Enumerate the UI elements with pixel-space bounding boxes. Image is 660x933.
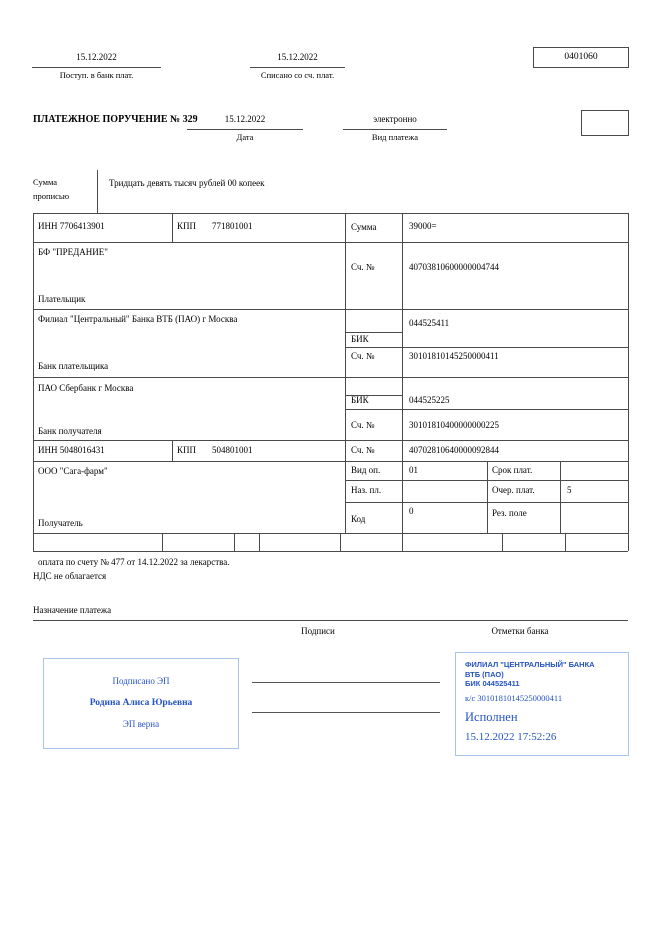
signatures-label: Подписи <box>301 626 335 636</box>
signature-stamp-name: Родина Алиса Юрьевна <box>89 698 193 708</box>
amount-words-divider <box>97 170 98 213</box>
document-title: ПЛАТЕЖНОЕ ПОРУЧЕНИЕ № 329 <box>33 114 198 125</box>
payer-kpp-value: 771801001 <box>212 221 253 231</box>
rule-below-payer-bank <box>33 377 628 378</box>
payee-account: 40702810640000092844 <box>409 445 499 455</box>
rule-label-value-divider <box>402 213 403 551</box>
purpose-line2: НДС не облагается <box>33 571 107 581</box>
priority-value: 5 <box>567 485 572 495</box>
strip-divider-3 <box>259 533 260 551</box>
amount-words-label-line1: Сумма <box>33 177 58 187</box>
debited-date-label: Списано со сч. плат. <box>260 70 335 80</box>
bank-stamp-line2: ВТБ (ПАО) <box>465 669 504 679</box>
rule-main-divider <box>345 213 346 533</box>
table-border-right <box>628 213 629 551</box>
res-field-label: Рез. поле <box>492 508 527 518</box>
strip-divider-1 <box>162 533 163 551</box>
rule-payee-col4 <box>560 461 561 533</box>
debited-date: 15.12.2022 <box>277 52 318 62</box>
due-date-label: Срок плат. <box>492 465 533 475</box>
payer-bank-account: 30101810145250000411 <box>409 351 499 361</box>
payer-account: 40703810600000004744 <box>409 262 499 272</box>
signature-line-2 <box>252 712 440 713</box>
bank-stamp-corr-account: к/с 30101810145250000411 <box>465 692 563 703</box>
rule-below-inn2 <box>33 461 628 462</box>
received-date: 15.12.2022 <box>76 52 117 62</box>
payee-name: ООО "Сага-фарм" <box>38 466 108 476</box>
signature-stamp <box>43 658 239 749</box>
rule-inn2-kpp <box>172 440 173 461</box>
payee-kpp-value: 504801001 <box>212 445 253 455</box>
document-date: 15.12.2022 <box>224 114 266 124</box>
payee-kpp <box>177 445 253 456</box>
debited-date-underline <box>250 67 345 68</box>
sum-value: 39000= <box>409 221 437 231</box>
table-border-top <box>33 213 628 214</box>
strip-divider-2 <box>234 533 235 551</box>
form-code: 0401060 <box>564 52 598 62</box>
strip-divider-5 <box>502 533 503 551</box>
bank-stamp-datetime: 15.12.2022 17:52:26 <box>465 730 557 743</box>
op-type-value: 01 <box>409 465 418 475</box>
code-label: Код <box>351 514 366 524</box>
strip-divider-4 <box>340 533 341 551</box>
rule-inn1-kpp <box>172 213 173 242</box>
rule-payee-col3 <box>487 461 488 533</box>
rule-below-payee-bank <box>33 440 628 441</box>
payment-kind: электронно <box>373 114 417 124</box>
payee-bank-account: 30101810400000000225 <box>409 420 499 430</box>
status-box-empty <box>581 110 629 136</box>
priority-label: Очер. плат. <box>492 485 535 495</box>
payee-section-label: Получатель <box>38 518 83 528</box>
bank-stamp-status: Исполнен <box>465 709 518 724</box>
payer-inn: ИНН 7706413901 <box>38 221 105 231</box>
received-date-underline <box>32 67 161 68</box>
purpose-underline <box>33 620 628 621</box>
received-date-label: Поступ. в банк плат. <box>59 70 134 80</box>
bank-stamp-line3: БИК 044525411 <box>465 679 520 688</box>
payee-bank-account-label: Сч. № <box>351 420 375 430</box>
payee-bank-name: ПАО Сбербанк г Москва <box>38 383 134 393</box>
payer-bank-name: Филиал "Центральный" Банка ВТБ (ПАО) г Москва <box>38 314 238 324</box>
bank-stamp-line1: ФИЛИАЛ "ЦЕНТРАЛЬНЫЙ" БАНКА <box>465 660 595 669</box>
main-table <box>33 213 628 551</box>
payee-bank-bik: 044525225 <box>409 395 450 405</box>
amount-words-label-line2: прописью <box>33 191 70 201</box>
document-date-underline <box>187 129 303 130</box>
rule-below-payer <box>33 309 628 310</box>
document-date-label: Дата <box>236 132 254 142</box>
signature-stamp-line3: ЭП верна <box>122 719 160 729</box>
payment-kind-label: Вид платежа <box>371 132 419 142</box>
rule-bik1-bottom <box>345 347 628 348</box>
sum-label: Сумма <box>351 222 377 232</box>
form-code-box <box>533 47 629 68</box>
payment-kind-underline <box>343 129 447 130</box>
rule-below-payee <box>33 533 628 534</box>
nazpl-label: Наз. пл. <box>351 485 382 495</box>
table-border-left <box>33 213 34 551</box>
bank-stamp <box>455 652 629 756</box>
payer-account-label: Сч. № <box>351 262 375 272</box>
op-type-label: Вид оп. <box>351 465 381 475</box>
payee-bank-section-label: Банк получателя <box>38 426 102 436</box>
payer-bank-bik: 044525411 <box>409 318 450 328</box>
strip-divider-6 <box>565 533 566 551</box>
payee-account-label: Сч. № <box>351 445 375 455</box>
payer-kpp-label: КПП <box>177 221 197 231</box>
payer-bank-bik-label: БИК <box>351 334 369 344</box>
rule-bik2-bottom <box>345 409 628 410</box>
rule-below-inn1 <box>33 242 628 243</box>
payer-name: БФ "ПРЕДАНИЕ" <box>38 247 108 257</box>
code-value: 0 <box>409 506 414 516</box>
payee-bank-bik-label: БИК <box>351 395 369 405</box>
signature-line-1 <box>252 682 440 683</box>
payer-bank-account-label: Сч. № <box>351 351 375 361</box>
payee-inn: ИНН 5048016431 <box>38 445 105 455</box>
payer-bank-section-label: Банк плательщика <box>38 361 109 371</box>
rule-bik1-label-top <box>345 332 402 333</box>
purpose-line1: оплата по счету № 477 от 14.12.2022 за лекарства. <box>38 557 230 567</box>
payer-section-label: Плательщик <box>38 294 86 304</box>
payer-kpp <box>177 221 253 232</box>
table-border-bottom <box>33 551 628 552</box>
signature-stamp-line1: Подписано ЭП <box>112 676 170 686</box>
payee-kpp-label: КПП <box>177 445 197 455</box>
purpose-section-label: Назначение платежа <box>33 605 112 615</box>
amount-words-text: Тридцать девять тысяч рублей 00 копеек <box>109 178 265 188</box>
bank-marks-label: Отметки банка <box>491 626 549 636</box>
